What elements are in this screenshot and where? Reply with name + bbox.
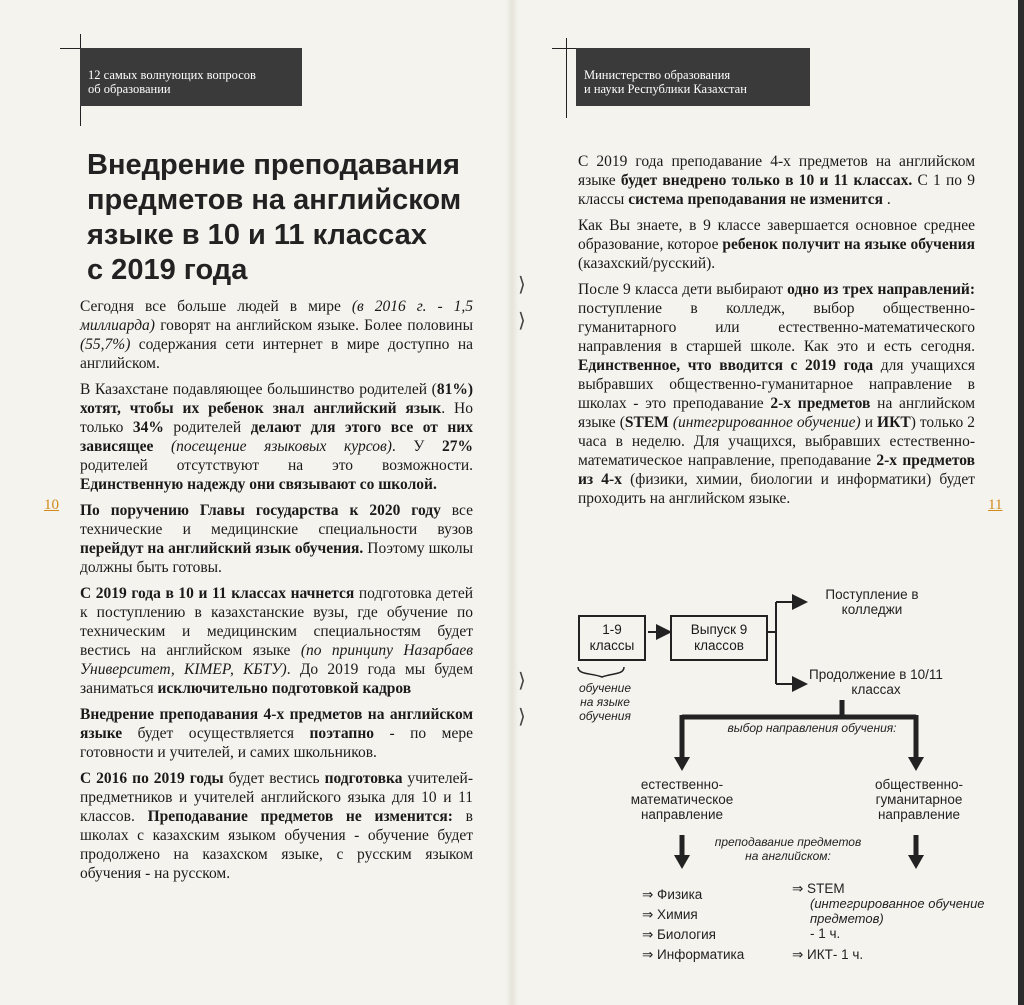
education-flow-diagram [512, 585, 1024, 985]
teaching-label: преподавание предметов на английском: [714, 835, 862, 863]
choice-label: выбор направления обучения: [727, 721, 897, 735]
left-body-text [80, 297, 473, 890]
direction-science-math: естественно-математическое направление [630, 777, 734, 822]
running-header [80, 48, 302, 106]
header-line: 12 самых волнующих вопросов [88, 68, 256, 82]
paragraph: Сегодня все больше людей в мире (в 2016 г. - 1,5 миллиарда) говорят на английском языке. Более половины (55,7%) содержания сети интернет в мире доступно на английском. [80, 298, 473, 372]
box-grade-9-graduation: Выпуск 9 классов [670, 615, 768, 661]
stem-block [792, 881, 992, 962]
header-line: и науки Республики Казахстан [584, 82, 747, 96]
title-line: языке в 10 и 11 классах [87, 219, 427, 251]
stem-note: (интегрированное обучение предметов) [810, 896, 985, 926]
outcome-continue: Продолжение в 10/11 классах [809, 667, 943, 697]
binding-mark: ⟩ [518, 274, 526, 296]
paragraph: Как Вы знаете, в 9 классе завершается основное среднее образование, которое ребенок получит на языке обучения (казахский/русский). [578, 217, 975, 272]
binding-mark: ⟩ [518, 310, 526, 332]
stem-item: ⇒ STEM [792, 881, 845, 896]
subject-item: ⇒ Физика [642, 887, 703, 902]
ict-item: ⇒ ИКТ- 1 ч. [792, 947, 864, 962]
right-page [512, 0, 1024, 1005]
direction-social-humanitarian: общественно-гуманитарное направление [874, 777, 964, 822]
stem-hours: - 1 ч. [810, 926, 841, 941]
right-body-text [578, 152, 975, 515]
brace [578, 667, 624, 677]
outcome-college: Поступление в колледжи [825, 587, 919, 617]
subject-list [642, 885, 744, 965]
title-line: Внедрение преподавания [87, 149, 460, 181]
box-grades-1-9: 1-9 классы [578, 615, 646, 661]
binding-mark: ⟩ [518, 706, 526, 728]
title-line: с 2019 года [87, 254, 248, 286]
paragraph: С 2019 года в 10 и 11 классах начнется подготовка детей к поступлению в казахстанские вузы, где обучение по техническим и медицинским специальностям будет вестись на английском языке (по принципу Назарбаев Университет, КIМЕР, КБТУ). До 2019 года мы будем заниматься исключительно подготовкой кадров [80, 585, 474, 697]
paragraph: Внедрение преподавания 4-х предметов на английском языке будет осуществляется поэтапно - по мере готовности и учителей, и самих школьников. [80, 706, 473, 761]
subject-item: ⇒ Химия [642, 907, 698, 922]
paragraph: С 2016 по 2019 годы будет вестись подготовка учителей-предметников и учителей английского языка для 10 и 11 классов. Преподавание предметов не изменится: в школах с казахским языком обучения - обучение будет продолжено на казахском языке, с русским языком обучения - на русском. [80, 770, 473, 882]
title-line: предметов на английском [87, 184, 462, 216]
paragraph: В Казахстане подавляющее большинство родителей (81%) хотят, чтобы их ребенок знал английский язык. Но только 34% родителей делают для этого все от них зависящее (посещение языковых курсов). У 27% родителей отсутствуют на это возможности. Единственную надежду они связывают со школой. [80, 381, 473, 493]
subject-item: ⇒ Информатика [642, 947, 745, 962]
arrowhead [674, 855, 690, 869]
page-number: 11 [988, 497, 1003, 513]
subject-item: ⇒ Биология [642, 927, 716, 942]
crop-mark [566, 38, 567, 118]
paragraph: После 9 класса дети выбирают одно из трех направлений: поступление в колледж, выбор общественно-гуманитарного или естественно-математического направления в старшей школе. Как это и есть сегодня. Единственное, что вводится с 2019 года для учащихся выбравших общественно-гуманитарное направление в школах - это преподавание 2-х предметов на английском языке (STEM (интегрированное обучение) и ИКТ) только 2 часа в неделю. Для учащихся, выбравших естественно-математическое направление, преподавание 2-х предметов из 4-х (физики, химии, биологии и информатики) будет проходить на английском языке. [578, 281, 976, 507]
header-line: Министерство образования [584, 68, 731, 82]
binding-mark: ⟩ [518, 670, 526, 692]
header-line: об образовании [88, 82, 171, 96]
running-header [576, 48, 810, 106]
arrowhead [908, 757, 924, 771]
page-number: 10 [44, 497, 59, 513]
arrowhead [908, 855, 924, 869]
paragraph: По поручению Главы государства к 2020 году все технические и медицинские специальности вузов перейдут на английский язык обучения. Поэтому школы должны быть готовы. [80, 502, 473, 576]
paragraph: С 2019 года преподавание 4-х предметов на английском языке будет внедрено только в 10 и 11 классах. С 1 по 9 классы система преподавания не изменится . [578, 153, 975, 208]
arrowhead [674, 757, 690, 771]
page-title [87, 148, 487, 288]
brace-note: обучение на языке обучения [579, 681, 631, 723]
